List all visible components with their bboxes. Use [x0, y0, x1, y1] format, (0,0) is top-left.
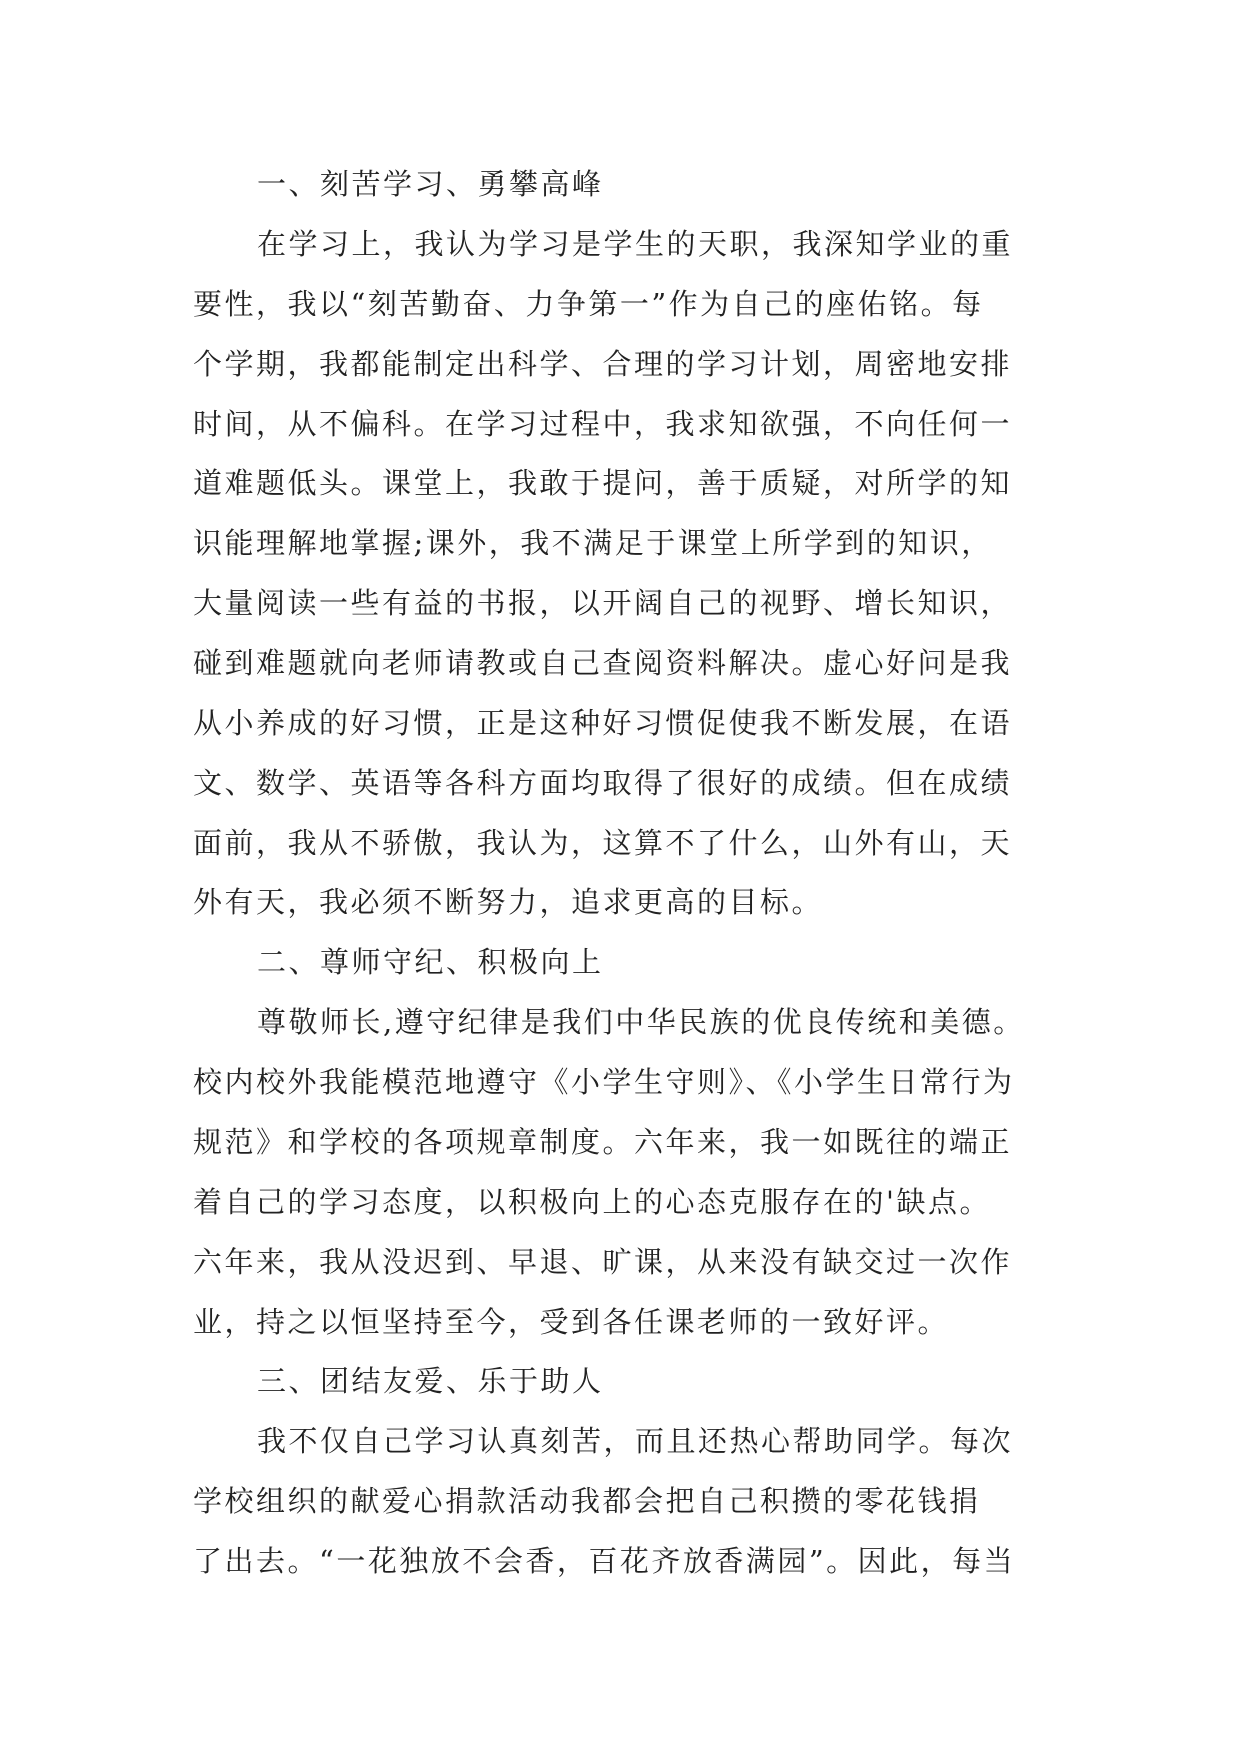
section-heading-2: 二、尊师守纪、积极向上 — [257, 945, 604, 979]
paragraph-line: 尊敬师长,遵守纪律是我们中华民族的优良传统和美德。 — [257, 1005, 1025, 1039]
paragraph-line: 着自己的学习态度，以积极向上的心态克服存在的'缺点。 — [193, 1185, 991, 1219]
paragraph-line: 碰到难题就向老师请教或自己查阅资料解决。虚心好问是我 — [193, 646, 1013, 680]
paragraph-line: 从小养成的好习惯，正是这种好习惯促使我不断发展，在语 — [193, 706, 1013, 740]
section-heading-1: 一、刻苦学习、勇攀高峰 — [257, 167, 604, 201]
paragraph-line: 规范》和学校的各项规章制度。六年来，我一如既往的端正 — [193, 1125, 1013, 1159]
section-heading-3: 三、团结友爱、乐于助人 — [257, 1364, 604, 1398]
paragraph-line: 了出去。“一花独放不会香，百花齐放香满园”。因此，每当 — [193, 1544, 1016, 1578]
paragraph-line: 外有天，我必须不断努力，追求更高的目标。 — [193, 885, 824, 919]
paragraph-line: 学校组织的献爱心捐款活动我都会把自己积攒的零花钱捐 — [193, 1484, 981, 1518]
paragraph-line: 个学期，我都能制定出科学、合理的学习计划，周密地安排 — [193, 347, 1013, 381]
paragraph-line: 我不仅自己学习认真刻苦，而且还热心帮助同学。每次 — [257, 1424, 1014, 1458]
paragraph-line: 大量阅读一些有益的书报，以开阔自己的视野、增长知识， — [193, 586, 1013, 620]
paragraph-line: 要性，我以“刻苦勤奋、力争第一”作为自己的座佑铭。每 — [193, 287, 984, 321]
paragraph-line: 在学习上，我认为学习是学生的天职，我深知学业的重 — [257, 227, 1014, 261]
paragraph-line: 面前，我从不骄傲，我认为，这算不了什么，山外有山，天 — [193, 826, 1013, 860]
paragraph-line: 业，持之以恒坚持至今，受到各任课老师的一致好评。 — [193, 1305, 950, 1339]
paragraph-line: 六年来，我从没迟到、早退、旷课，从来没有缺交过一次作 — [193, 1245, 1013, 1279]
paragraph-line: 文、数学、英语等各科方面均取得了很好的成绩。但在成绩 — [193, 766, 1013, 800]
paragraph-line: 道难题低头。课堂上，我敢于提问，善于质疑，对所学的知 — [193, 466, 1013, 500]
paragraph-line: 时间，从不偏科。在学习过程中，我求知欲强，不向任何一 — [193, 407, 1013, 441]
paragraph-line: 识能理解地掌握;课外，我不满足于课堂上所学到的知识， — [193, 526, 993, 560]
paragraph-line: 校内校外我能模范地遵守《小学生守则》、《小学生日常行为 — [193, 1065, 1015, 1099]
